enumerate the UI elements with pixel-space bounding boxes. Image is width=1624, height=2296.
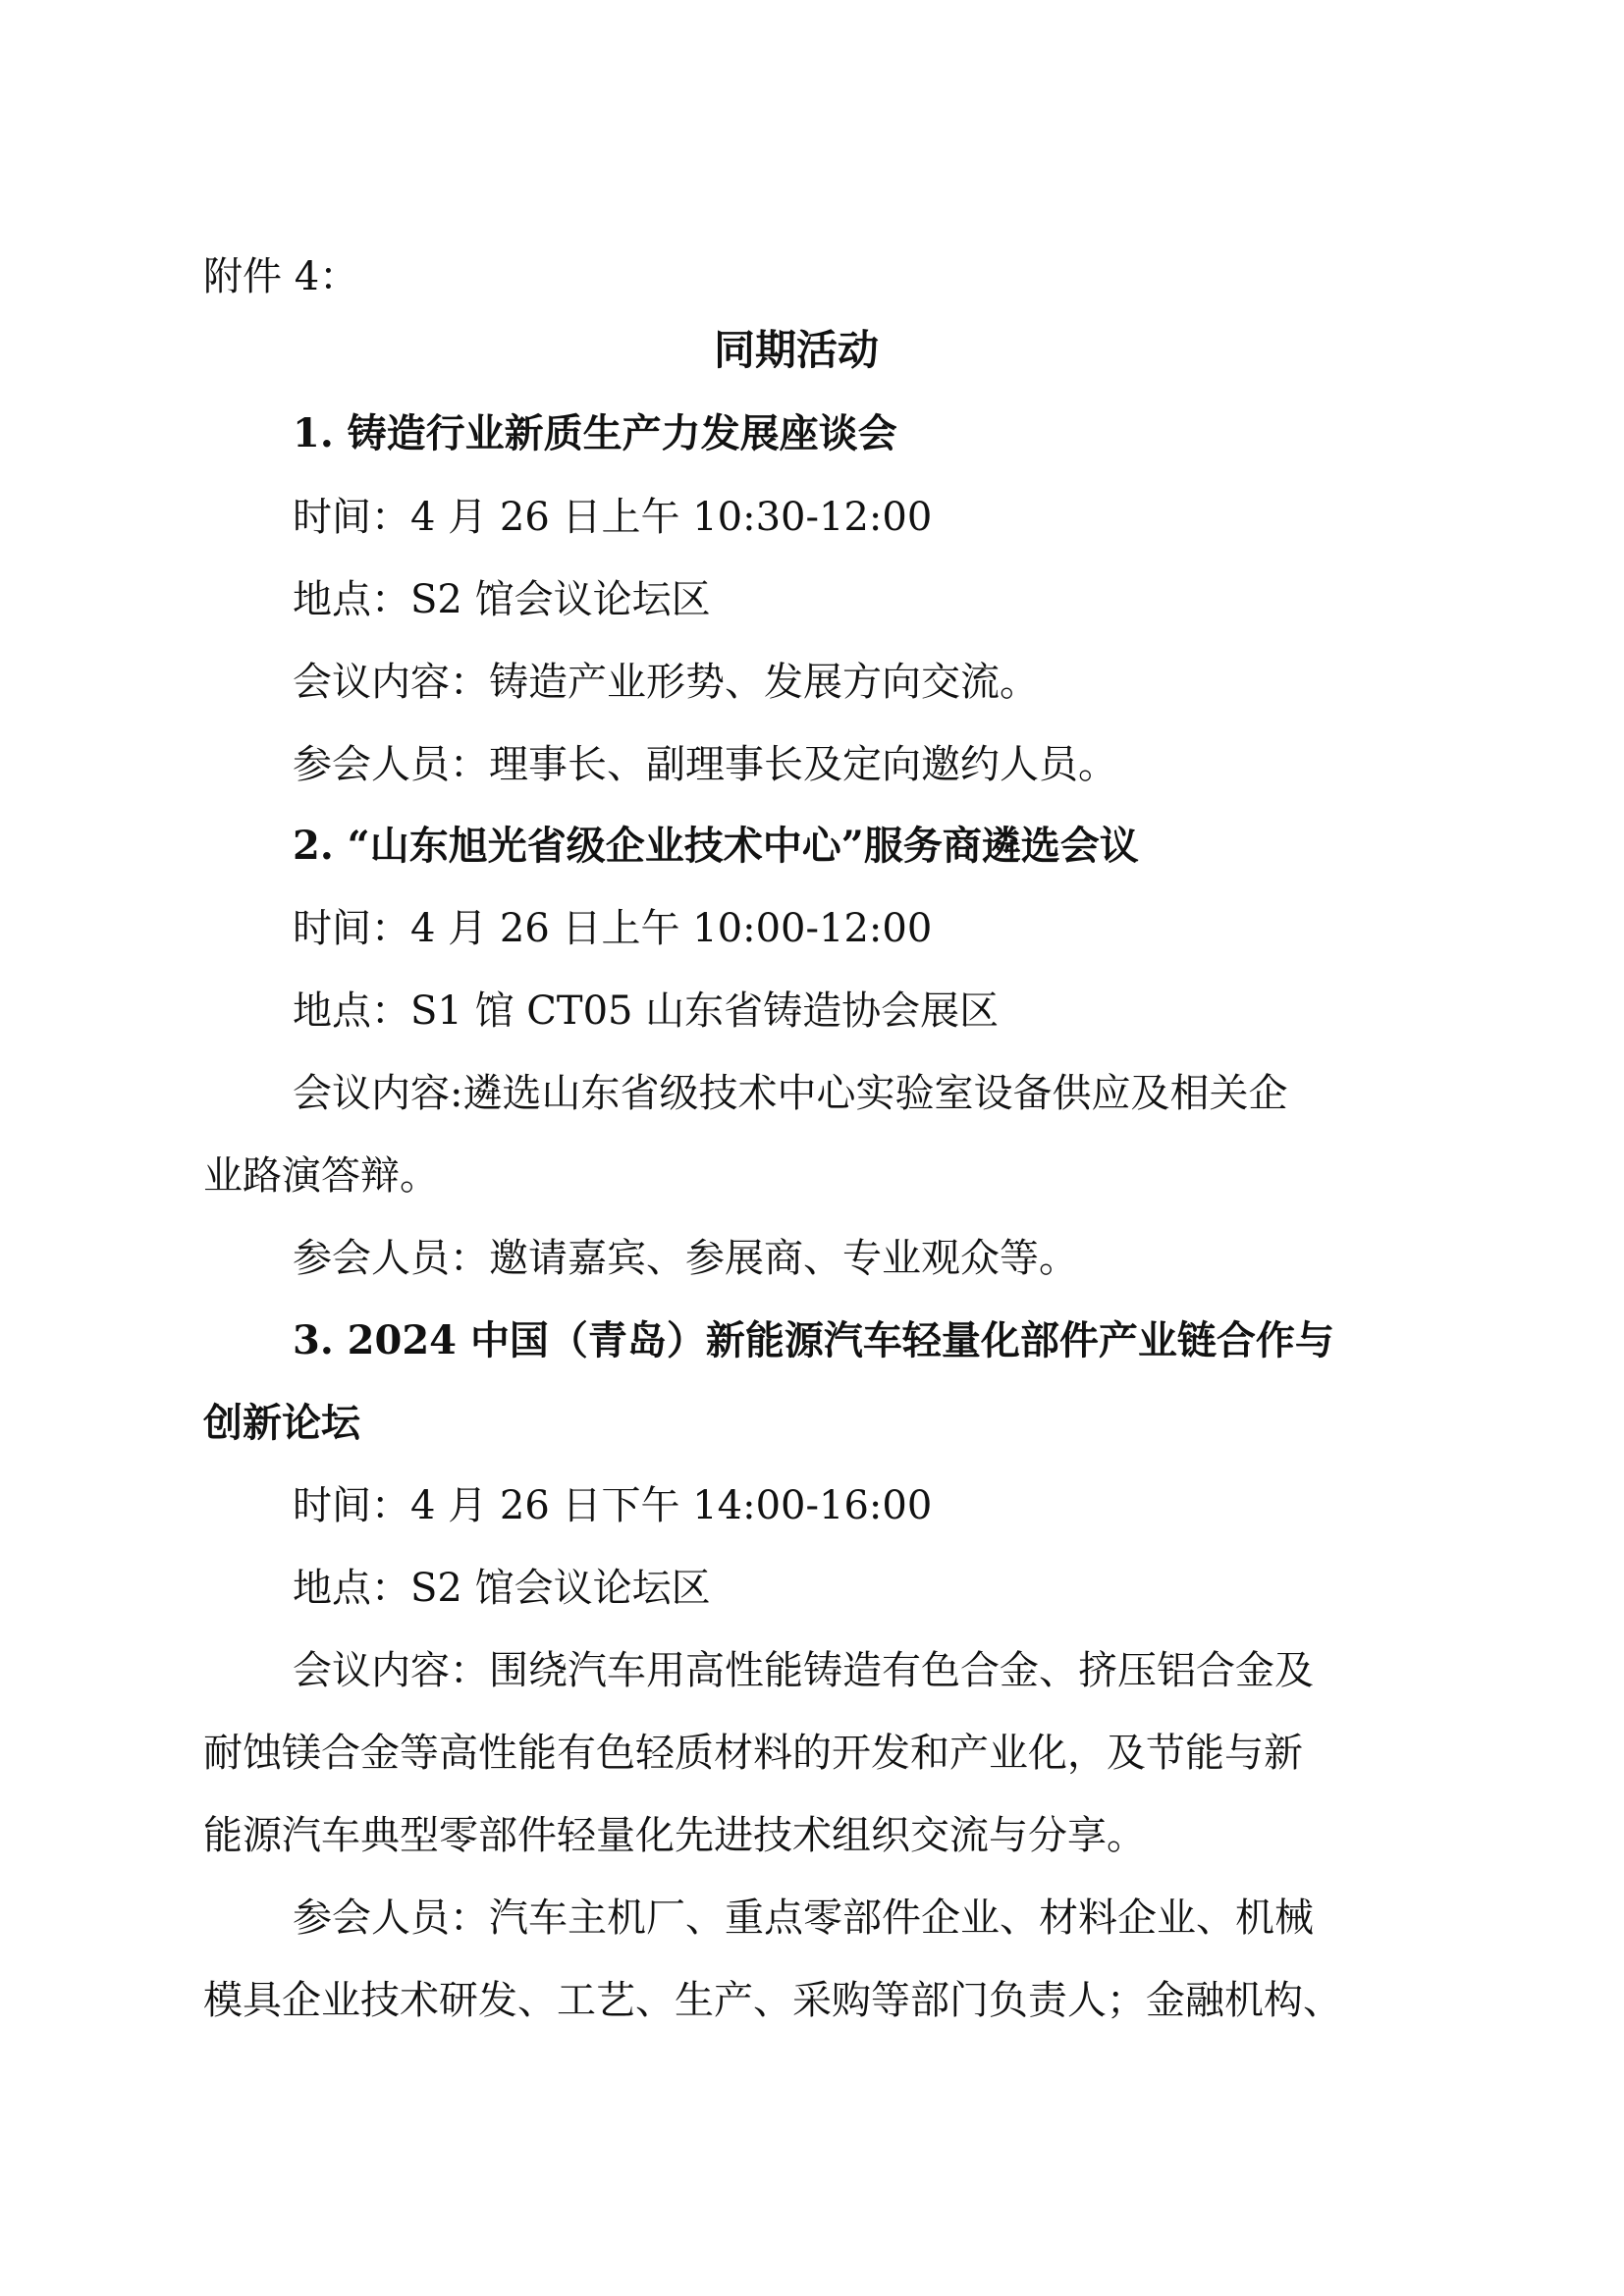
section-1-content: 会议内容：铸造产业形势、发展方向交流。 <box>293 660 1039 705</box>
section-2-attendees: 参会人员：邀请嘉宾、参展商、专业观众等。 <box>293 1236 1078 1281</box>
section-1-attendees: 参会人员：理事长、副理事长及定向邀约人员。 <box>293 742 1117 787</box>
section-3-content-line-3: 能源汽车典型零部件轻量化先进技术组织交流与分享。 <box>203 1813 1146 1858</box>
attachment-label: 附件 4： <box>203 254 359 299</box>
document-title: 同期活动 <box>714 326 880 374</box>
section-2-place: 地点：S1 馆 CT05 山东省铸造协会展区 <box>293 988 1000 1034</box>
section-2-time: 时间：4 月 26 日上午 10:00-12:00 <box>293 906 933 951</box>
section-1-place: 地点：S2 馆会议论坛区 <box>293 577 711 622</box>
section-2-heading: 2. “山东旭光省级企业技术中心”服务商遴选会议 <box>293 823 1139 869</box>
section-3-attendees-line-1: 参会人员：汽车主机厂、重点零部件企业、材料企业、机械 <box>293 1896 1314 1941</box>
section-3-heading-line-1: 3. 2024 中国（青岛）新能源汽车轻量化部件产业链合作与 <box>293 1317 1334 1363</box>
section-3-content-line-2: 耐蚀镁合金等高性能有色轻质材料的开发和产业化，及节能与新 <box>203 1731 1303 1776</box>
section-2-content-line-2: 业路演答辩。 <box>203 1153 439 1199</box>
section-2-content-line-1: 会议内容:遴选山东省级技术中心实验室设备供应及相关企 <box>293 1071 1288 1116</box>
section-3-attendees-line-2: 模具企业技术研发、工艺、生产、采购等部门负责人；金融机构、 <box>203 1978 1342 2023</box>
section-3-place: 地点：S2 馆会议论坛区 <box>293 1566 711 1611</box>
section-3-content-line-1: 会议内容：围绕汽车用高性能铸造有色合金、挤压铝合金及 <box>293 1648 1314 1693</box>
section-1-heading: 1. 铸造行业新质生产力发展座谈会 <box>293 410 897 456</box>
section-3-heading-line-2: 创新论坛 <box>203 1400 360 1446</box>
section-3-time: 时间：4 月 26 日下午 14:00-16:00 <box>293 1483 933 1528</box>
section-1-time: 时间：4 月 26 日上午 10:30-12:00 <box>293 495 933 540</box>
